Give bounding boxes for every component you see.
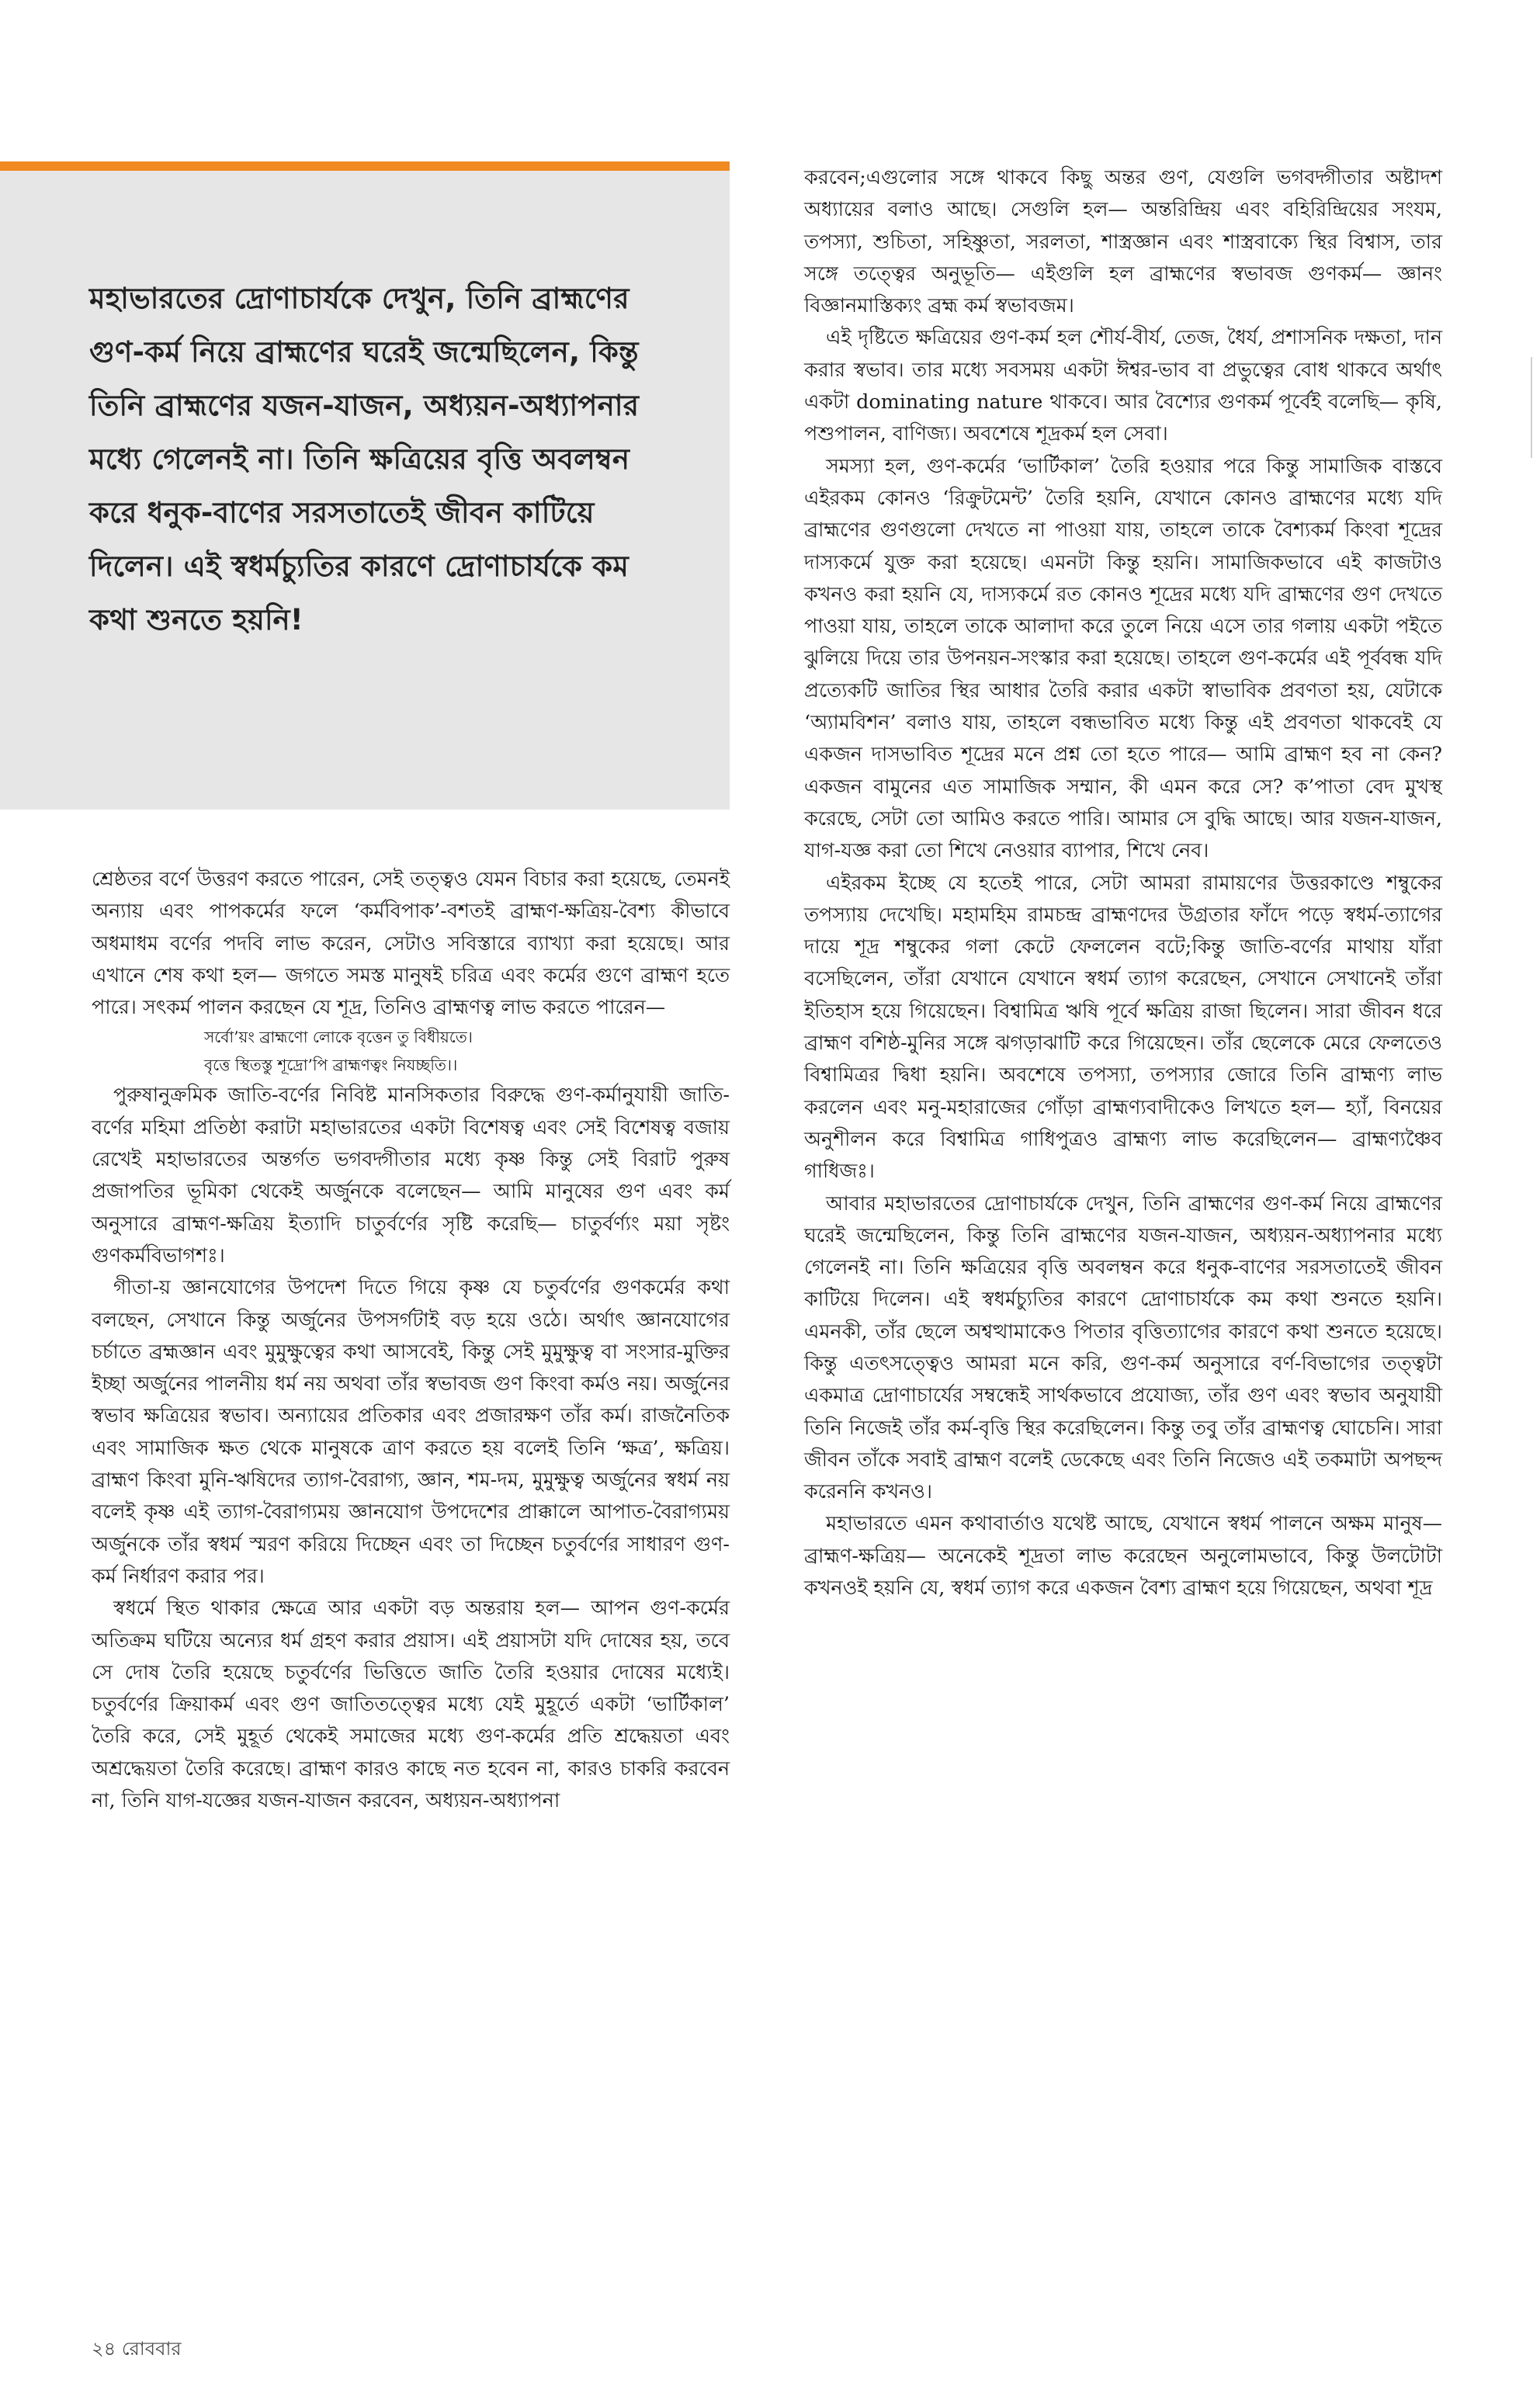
right-column [804, 161, 1442, 1604]
page-edge-mark [1531, 357, 1532, 458]
paragraph: গীতা-য় জ্ঞানযোগের উপদেশ দিতে গিয়ে কৃষ্ণ যে চতুর্বর্ণের গুণকর্মের কথা বলছেন, সেখানে কিন্তু অর্জুনের উপসর্গটাই বড় হয়ে ওঠে। অর্থাৎ জ্ঞানযোগের চর্চাতে ব্রহ্মজ্ঞান এবং মুমুক্ষুত্বের কথা আসবেই, কিন্তু সেই মুমুক্ষুত্ব বা সংসার-মুক্তির ইচ্ছা অর্জুনের পালনীয় ধর্ম নয় অথবা তাঁর স্বভাবজ গুণ কিংবা কর্মও নয়। অর্জুনের স্বভাব ক্ষত্রিয়ের স্বভাব। অন্যায়ের প্রতিকার এবং প্রজারক্ষণ তাঁর কর্ম। রাজনৈতিক এবং সামাজিক ক্ষত থেকে মানুষকে ত্রাণ করতে হয় বলেই তিনি ‘ক্ষত্র’, ক্ষত্রিয়। ব্রাহ্মণ কিংবা মুনি-ঋষিদের ত্যাগ-বৈরাগ্য, জ্ঞান, শম-দম, মুমুক্ষুত্ব অর্জুনের স্বধর্ম নয় বলেই কৃষ্ণ এই ত্যাগ-বৈরাগ্যময় জ্ঞানযোগ উপদেশের প্রাক্কালে আপাত-বৈরাগ্যময় অর্জুনকে তাঁর স্বধর্ম স্মরণ করিয়ে দিচ্ছেন এবং তা দিচ্ছেন চতুর্বর্ণের সাধারণ গুণ-কর্ম নির্ধারণ করার পর। [92, 1275, 730, 1587]
sloka-line: বৃত্তে স্থিতস্তু শূদ্রো’পি ব্রাহ্মণত্বং নিযচ্ছতি।। [204, 1056, 458, 1075]
sloka-line: সর্বো’য়ং ব্রাহ্মণো লোকে বৃত্তেন তু বিধীয়তে। [204, 1028, 473, 1047]
paragraph: পুরুষানুক্রমিক জাতি-বর্ণের নিবিষ্ট মানসিকতার বিরুদ্ধে গুণ-কর্মানুযায়ী জাতি-বর্ণের মহিমা প্রতিষ্ঠা করাটা মহাভারতের একটা বিশেষত্ব এবং সেই বিশেষত্ব বজায় রেখেই মহাভারতের অন্তর্গত ভগবদ্গীতার মধ্যে কৃষ্ণ কিন্তু সেই বিরাট পুরুষ প্রজাপতির ভূমিকা থেকেই অর্জুনকে বলেছেন— আমি মানুষের গুণ এবং কর্ম অনুসারে ব্রাহ্মণ-ক্ষত্রিয় ইত্যাদি চাতুর্বর্ণের সৃষ্টি করেছি— চাতুর্বর্ণ্যং ময়া সৃষ্টং গুণকর্মবিভাগশঃ। [92, 1083, 730, 1267]
left-column [92, 863, 730, 1816]
paragraph: মহাভারতে এমন কথাবার্তাও যথেষ্ট আছে, যেখানে স্বধর্ম পালনে অক্ষম মানুষ— ব্রাহ্মণ-ক্ষত্রিয়— অনেকেই শূদ্রতা লাভ করেছেন অনুলোমভাবে, কিন্তু উলটোটা কখনওই হয়নি যে, স্বধর্ম ত্যাগ করে একজন বৈশ্য ব্রাহ্মণ হয়ে গিয়েছেন, অথবা শূদ্র [804, 1511, 1442, 1600]
paragraph: এই দৃষ্টিতে ক্ষত্রিয়ের গুণ-কর্ম হল শৌর্য-বীর্য, তেজ, ধৈর্য, প্রশাসনিক দক্ষতা, দান করার স্বভাব। তার মধ্যে সবসময় একটা ঈশ্বর-ভাব বা প্রভুত্বের বোধ থাকবে অর্থাৎ একটা dominating nature থাকবে। আর বৈশ্যের গুণকর্ম পূর্বেই বলেছি— কৃষি, পশুপালন, বাণিজ্য। অবশেষে শূদ্রকর্ম হল সেবা। [804, 325, 1442, 446]
pull-quote: মহাভারতের দ্রোণাচার্যকে দেখুন, তিনি ব্রাহ্মণের গুণ-কর্ম নিয়ে ব্রাহ্মণের ঘরেই জন্মেছিলেন, কিন্তু তিনি ব্রাহ্মণের যজন-যাজন, অধ্যয়ন-অধ্যাপনার মধ্যে গেলেনই না। তিনি ক্ষত্রিয়ের বৃত্তি অবলম্বন করে ধনুক-বাণের সরসতাতেই জীবন কাটিয়ে দিলেন। এই স্বধর্মচ্যুতির কারণে দ্রোণাচার্যকে কম কথা শুনতে হয়নি! [89, 282, 640, 636]
accent-rule [0, 161, 730, 171]
magazine-name: রোববার [121, 2338, 182, 2360]
pull-quote-box [0, 171, 730, 810]
paragraph: করবেন;এগুলোর সঙ্গে থাকবে কিছু অন্তর গুণ, যেগুলি ভগবদ্গীতার অষ্টাদশ অধ্যায়ের বলাও আছে। সেগুলি হল— অন্তরিন্দ্রিয় এবং বহিরিন্দ্রিয়ের সংযম, তপস্যা, শুচিতা, সহিষ্ণুতা, সরলতা, শাস্ত্রজ্ঞান এবং শাস্ত্রবাক্যে স্থির বিশ্বাস, তার সঙ্গে তত্ত্বের অনুভূতি— এইগুলি হল ব্রাহ্মণের স্বভাবজ গুণকর্ম— জ্ঞানং বিজ্ঞানমাস্তিক্যং ব্রহ্ম কর্ম স্বভাবজম। [804, 165, 1442, 317]
paragraph: আবার মহাভারতের দ্রোণাচার্যকে দেখুন, তিনি ব্রাহ্মণের গুণ-কর্ম নিয়ে ব্রাহ্মণের ঘরেই জন্মেছিলেন, কিন্তু তিনি ব্রাহ্মণের যজন-যাজন, অধ্যয়ন-অধ্যাপনার মধ্যে গেলেনই না। তিনি ক্ষত্রিয়ের বৃত্তি অবলম্বন করে ধনুক-বাণের সরসতাতেই জীবন কাটিয়ে দিলেন। এই স্বধর্মচ্যুতির কারণে দ্রোণাচার্যকে কম কথা শুনতে হয়নি। এমনকী, তাঁর ছেলে অশ্বত্থামাকেও পিতার বৃত্তিত্যাগের কারণে কথা শুনতে হয়েছে। কিন্তু এতৎসত্ত্বেও আমরা মনে করি, গুণ-কর্ম অনুসারে বর্ণ-বিভাগের তত্ত্বটা একমাত্র দ্রোণাচার্যের সম্বন্ধেই সার্থকভাবে প্রযোজ্য, তাঁর গুণ এবং স্বভাব অনুযায়ী তিনি নিজেই তাঁর কর্ম-বৃত্তি স্থির করেছিলেন। কিন্তু তবু তাঁর ব্রাহ্মণত্ব ঘোচেনি। সারা জীবন তাঁকে সবাই ব্রাহ্মণ বলেই ডেকেছে এবং তিনি নিজেও এই তকমাটা অপছন্দ করেননি কখনও। [804, 1191, 1442, 1503]
paragraph: এইরকম ইচ্ছে যে হতেই পারে, সেটা আমরা রামায়ণের উত্তরকাণ্ডে শম্বুকের তপস্যায় দেখেছি। মহামহিম রামচন্দ্র ব্রাহ্মণদের উগ্রতার ফাঁদে পড়ে স্বধর্ম-ত্যাগের দায়ে শূদ্র শম্বুকের গলা কেটে ফেললেন বটে;কিন্তু জাতি-বর্ণের মাথায় যাঁরা বসেছিলেন, তাঁরা যেখানে যেখানে স্বধর্ম ত্যাগ করেছেন, সেখানে সেখানেই তাঁরা ইতিহাস হয়ে গিয়েছেন। বিশ্বামিত্র ঋষি পূর্বে ক্ষত্রিয় রাজা ছিলেন। সারা জীবন ধরে ব্রাহ্মণ বশিষ্ঠ-মুনির সঙ্গে ঝগড়াঝাটি করে গিয়েছেন। তাঁর ছেলেকে মেরে ফেলতেও বিশ্বামিত্রর দ্বিধা হয়নি। অবশেষে তপস্যা, তপস্যার জোরে তিনি ব্রাহ্মণ্য লাভ করলেন এবং মনু-মহারাজের গোঁড়া ব্রাহ্মণ্যবাদীকেও লিখতে হল— হ্যাঁ, বিনয়ের অনুশীলন করে বিশ্বামিত্র গাধিপুত্রও ব্রাহ্মণ্য লাভ করেছিলেন— ব্রাহ্মণ্যঞ্চৈব গাধিজঃ। [804, 870, 1442, 1183]
paragraph: স্বধর্মে স্থিত থাকার ক্ষেত্রে আর একটা বড় অন্তরায় হল— আপন গুণ-কর্মের অতিক্রম ঘটিয়ে অন্যের ধর্ম গ্রহণ করার প্রয়াস। এই প্রয়াসটা যদি দোষের হয়, তবে সে দোষ তৈরি হয়েছে চতুর্বর্ণের ভিত্তিতে জাতি তৈরি হওয়ার দোষের মধ্যেই। চতুর্বর্ণের ক্রিয়াকর্ম এবং গুণ জাতিতত্ত্বের মধ্যে যেই মুহূর্তে একটা ‘ভার্টিকাল’ তৈরি করে, সেই মুহূর্ত থেকেই সমাজের মধ্যে গুণ-কর্মের প্রতি শ্রদ্ধেয়তা এবং অশ্রদ্ধেয়তা তৈরি করেছে। ব্রাহ্মণ কারও কাছে নত হবেন না, কারও চাকরি করবেন না, তিনি যাগ-যজ্ঞের যজন-যাজন করবেন, অধ্যয়ন-অধ্যাপনা [92, 1596, 730, 1812]
paragraph: সমস্যা হল, গুণ-কর্মের ‘ভার্টিকাল’ তৈরি হওয়ার পরে কিন্তু সামাজিক বাস্তবে এইরকম কোনও ‘রিক্রুটমেন্ট’ তৈরি হয়নি, যেখানে কোনও ব্রাহ্মণের মধ্যে যদি ব্রাহ্মণের গুণগুলো দেখতে না পাওয়া যায়, তাহলে তাকে বৈশ্যকর্ম কিংবা শূদ্রের দাস্যকর্মে যুক্ত করা হয়েছে। এমনটা কিন্তু হয়নি। সামাজিকভাবে এই কাজটাও কখনও করা হয়নি যে, দাস্যকর্মে রত কোনও শূদ্রের মধ্যে যদি ব্রাহ্মণের গুণ দেখতে পাওয়া যায়, তাহলে তাকে আলাদা করে তুলে নিয়ে এসে তার গলায় একটা পইতে ঝুলিয়ে দিয়ে তার উপনয়ন-সংস্কার করা হয়েছে। তাহলে গুণ-কর্মের এই পূর্ববন্ধ যদি প্রত্যেকটি জাতির স্থির আধার তৈরি করার একটা স্বাভাবিক প্রবণতা হয়, যেটাকে ‘অ্যামবিশন’ বলাও যায়, তাহলে বন্ধভাবিত মধ্যে কিন্তু এই প্রবণতা থাকবেই যে একজন দাসভাবিত শূদ্রের মনে প্রশ্ন তো হতে পারে— আমি ব্রাহ্মণ হব না কেন? একজন বামুনের এত সামাজিক সম্মান, কী এমন করে সে? ক’পাতা বেদ মুখস্থ করেছে, সেটা তো আমিও করতে পারি। আমার সে বুদ্ধি আছে। আর যজন-যাজন, যাগ-যজ্ঞ করা তো শিখে নেওয়ার ব্যাপার, শিখে নেব। [804, 453, 1442, 862]
page-footer [92, 2335, 182, 2366]
paragraph: শ্রেষ্ঠতর বর্ণে উত্তরণ করতে পারেন, সেই তত্ত্বও যেমন বিচার করা হয়েছে, তেমনই অন্যায় এবং পাপকর্মের ফলে ‘কর্মবিপাক’-বশতই ব্রাহ্মণ-ক্ষত্রিয়-বৈশ্য কীভাবে অধমাধম বর্ণের পদবি লাভ করেন, সেটাও সবিস্তারে ব্যাখ্যা করা হয়েছে। আর এখানে শেষ কথা হল— জগতে সমস্ত মানুষই চরিত্র এবং কর্মের গুণে ব্রাহ্মণ হতে পারে। সৎকর্ম পালন করছেন যে শূদ্র, তিনিও ব্রাহ্মণত্ব লাভ করতে পারেন— [92, 867, 730, 1019]
page-number: ২৪ [92, 2338, 116, 2360]
